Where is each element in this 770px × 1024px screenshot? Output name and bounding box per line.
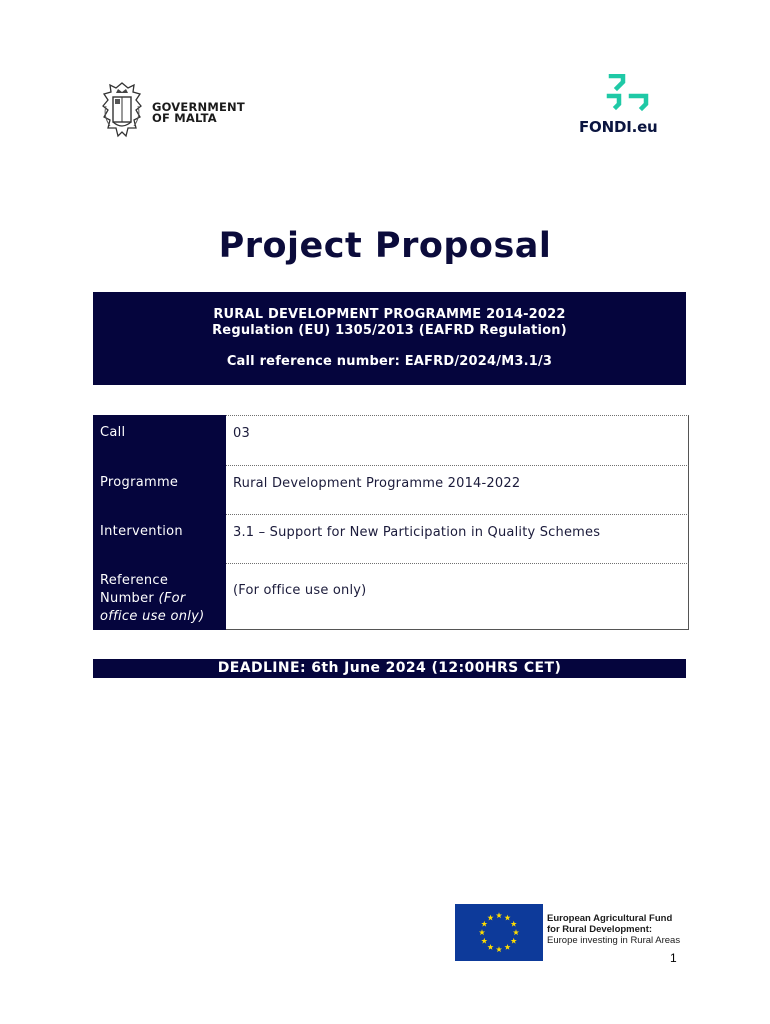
- row-value-call: 03: [226, 415, 689, 465]
- fondi-wordmark: FONDI.eu: [579, 118, 658, 136]
- government-of-malta-wordmark: [152, 102, 245, 124]
- regulation-reference: Regulation (EU) 1305/2013 (EAFRD Regulation): [212, 323, 567, 338]
- row-value-intervention: 3.1 – Support for New Participation in Quality Schemes: [226, 514, 689, 563]
- eu-star-icon: [481, 921, 487, 927]
- eafrd-line3: Europe investing in Rural Areas: [547, 935, 681, 946]
- row-value-reference-number: (For office use only): [226, 563, 689, 630]
- programme-header-box: [93, 292, 686, 385]
- fondi-eu-logo: [576, 74, 676, 140]
- programme-name: RURAL DEVELOPMENT PROGRAMME 2014-2022: [213, 307, 566, 322]
- malta-crest-icon: [98, 80, 146, 140]
- table-row-call: [93, 415, 689, 465]
- table-row-reference-number: [93, 563, 689, 630]
- eu-star-icon: [511, 921, 517, 927]
- page-title: Project Proposal: [218, 226, 552, 266]
- eu-stars-icon: [455, 904, 543, 961]
- government-of-malta-logo: [98, 80, 248, 140]
- row-label-reference-number: [93, 563, 226, 630]
- eu-star-icon: [487, 944, 493, 950]
- eu-star-icon: [496, 946, 502, 952]
- deadline-banner: DEADLINE: 6th June 2024 (12:00HRS CET): [93, 659, 686, 678]
- eu-star-icon: [479, 929, 485, 935]
- call-reference-number: Call reference number: EAFRD/2024/M3.1/3: [226, 354, 553, 369]
- row-value-programme: Rural Development Programme 2014-2022: [226, 465, 689, 514]
- eu-star-icon: [496, 912, 502, 918]
- eafrd-text-block: [547, 913, 680, 946]
- table-row-programme: [93, 465, 689, 514]
- row-label-call: Call: [93, 415, 226, 465]
- eu-star-icon: [487, 915, 493, 921]
- eu-star-icon: [504, 944, 510, 950]
- eu-star-icon: [513, 929, 519, 935]
- call-info-table: [93, 415, 689, 631]
- page-number: 1: [670, 951, 677, 965]
- table-row-intervention: [93, 514, 689, 563]
- eafrd-line1: European Agricultural Fund: [547, 913, 673, 924]
- row-label-programme: Programme: [93, 465, 226, 514]
- gov-text-line2: OF MALTA: [152, 111, 217, 125]
- reference-label-line2: [100, 590, 226, 608]
- row-label-intervention: Intervention: [93, 514, 226, 563]
- eu-star-icon: [504, 915, 510, 921]
- fondi-mark-icon: [606, 74, 650, 114]
- gov-text-line1: GOVERNMENT: [152, 100, 245, 114]
- eafrd-line2: for Rural Development:: [547, 924, 653, 935]
- reference-label-line1: Reference: [100, 573, 169, 588]
- reference-label-italic-a: (For: [158, 591, 186, 606]
- eu-star-icon: [511, 938, 517, 944]
- eu-flag-icon: [455, 904, 543, 961]
- reference-label-line3: office use only): [100, 609, 205, 624]
- reference-label-number: Number: [100, 591, 159, 606]
- eu-star-icon: [481, 938, 487, 944]
